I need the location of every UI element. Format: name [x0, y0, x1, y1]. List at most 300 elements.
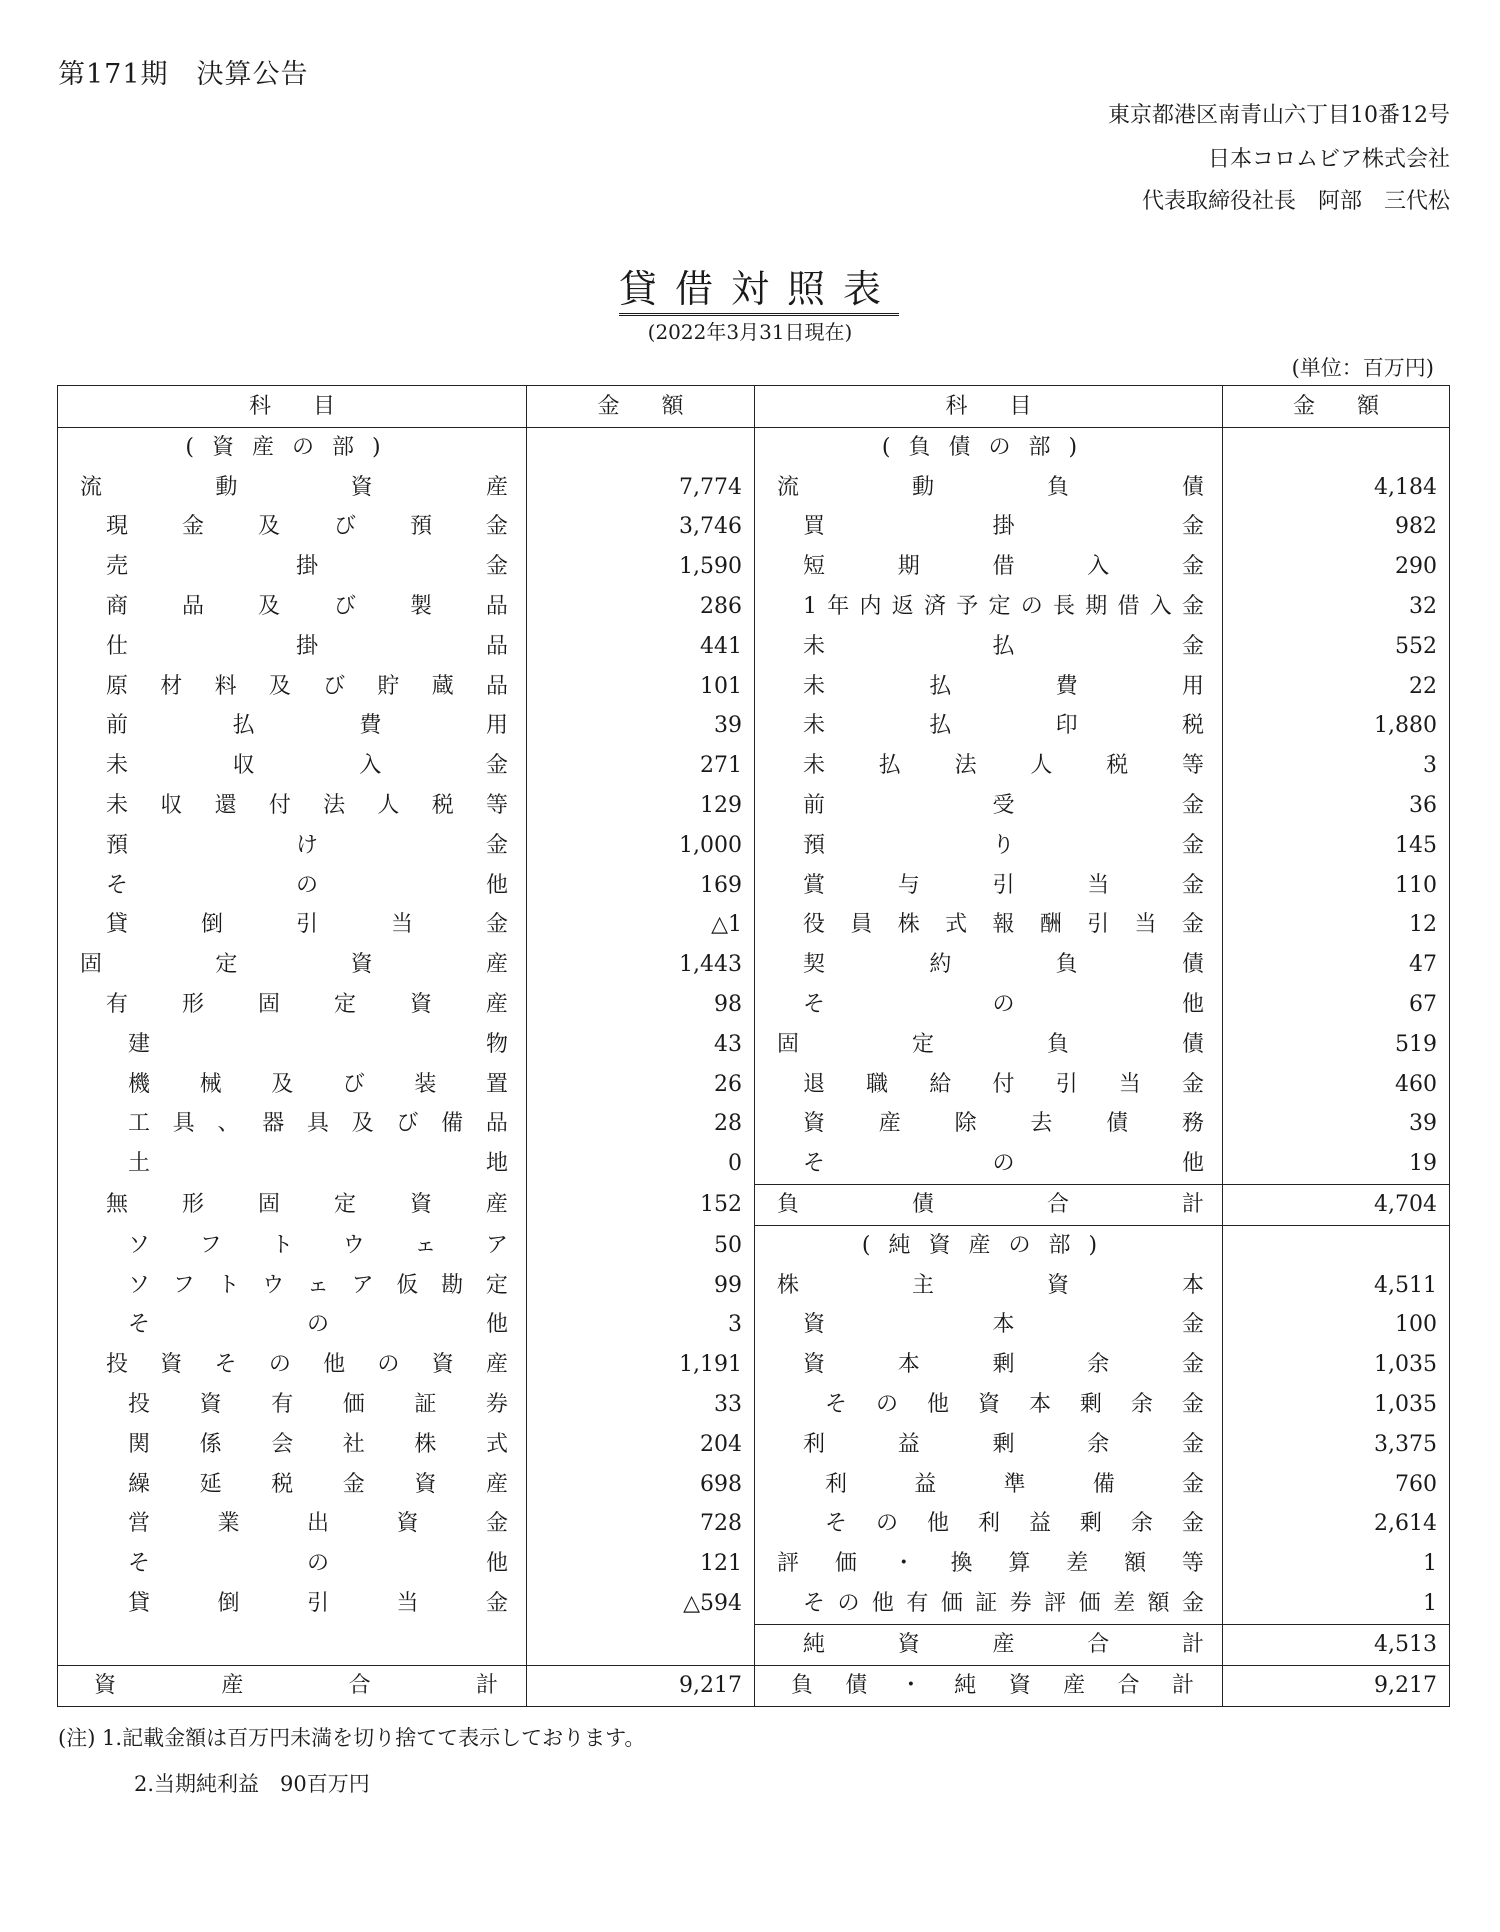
label-char: 計 [1171, 1672, 1194, 1698]
label-char: 利 [977, 1511, 1000, 1537]
assets-item-cell [58, 826, 527, 866]
label-char: 貯 [377, 673, 400, 699]
label-char: 金 [1181, 633, 1204, 659]
label-char: フ [172, 1272, 195, 1298]
assets-amount: 98 [527, 985, 755, 1025]
total-assets-amount: 9,217 [527, 1665, 755, 1706]
table-row [58, 1266, 1450, 1306]
table-row [58, 945, 1450, 985]
liabilities-amount: 3,375 [1223, 1425, 1450, 1465]
label-char: 債 [1181, 952, 1204, 978]
label-char: 定 [988, 594, 1011, 620]
label-char: 置 [485, 1071, 508, 1097]
liabilities-item-label [755, 994, 1222, 1016]
label-char: 金 [1181, 1591, 1204, 1616]
label-char: 材 [160, 673, 183, 699]
label-char: 報 [992, 912, 1015, 938]
label-char: 出 [306, 1511, 329, 1537]
label-char: 金 [1181, 1431, 1204, 1457]
assets-item-label [58, 1314, 526, 1336]
label-char: 産 [485, 1192, 508, 1218]
label-char: 余 [1130, 1511, 1153, 1537]
label-char: 合 [1087, 1631, 1110, 1657]
total-assets-label [58, 1672, 526, 1698]
label-char: そ [803, 1151, 826, 1177]
label-char: 貸 [128, 1591, 151, 1617]
liabilities-item-label [755, 755, 1222, 777]
label-char: の [992, 992, 1015, 1018]
liabilities-item-label [755, 633, 1222, 659]
label-char: 証 [975, 1591, 998, 1616]
table-row [58, 1345, 1450, 1385]
label-char: 資 [897, 1631, 920, 1657]
label-char: 及 [257, 594, 280, 620]
label-char: び [333, 594, 356, 620]
label-char: 証 [414, 1392, 437, 1418]
assets-amount: 286 [527, 587, 755, 627]
liabilities-item-label [755, 832, 1222, 858]
label-char: 余 [1087, 1431, 1110, 1457]
label-char: 仕 [106, 633, 129, 659]
label-char: 売 [106, 554, 129, 580]
label-char: 約 [929, 952, 952, 978]
table-total-row [58, 1665, 1450, 1706]
table-row [58, 1624, 1450, 1665]
assets-item-label [58, 715, 526, 737]
liabilities-item-cell [755, 866, 1223, 906]
liabilities-item-label [755, 1031, 1222, 1057]
liabilities-item-cell [755, 1345, 1223, 1385]
label-char: 掛 [295, 633, 318, 659]
label-char: 他 [926, 1392, 949, 1418]
label-char: 剰 [992, 1431, 1015, 1457]
liabilities-amount: 100 [1223, 1306, 1450, 1346]
assets-item-cell [58, 1266, 527, 1306]
label-char: 他 [871, 1591, 894, 1616]
label-char: 他 [485, 1551, 508, 1577]
label-char: 引 [992, 872, 1015, 898]
label-char: 当 [390, 912, 413, 938]
label-char: そ [825, 1392, 848, 1418]
label-char: 負 [1046, 474, 1069, 500]
label-char: 換 [950, 1551, 973, 1577]
assets-item-cell [58, 746, 527, 786]
assets-item-cell [58, 1385, 527, 1425]
label-char: 差 [1113, 1591, 1136, 1616]
assets-item-cell [58, 1105, 527, 1145]
label-char: 本 [1028, 1392, 1051, 1418]
label-char: 倒 [200, 912, 223, 938]
table-row [58, 1505, 1450, 1545]
label-char: 品 [485, 1111, 508, 1137]
table-row [58, 1425, 1450, 1465]
label-char: 資 [1008, 1672, 1031, 1698]
document-title [0, 258, 1500, 313]
label-char: 内 [859, 594, 882, 620]
assets-item-label [58, 633, 526, 659]
label-char: 前 [106, 713, 129, 739]
company-name: 日本コロムビア株式会社 [1207, 147, 1450, 172]
assets-amount: 698 [527, 1465, 755, 1505]
assets-amount: 1,443 [527, 945, 755, 985]
label-char: 金 [485, 753, 508, 779]
liabilities-amount: 39 [1223, 1105, 1450, 1145]
label-char: の [1020, 594, 1043, 620]
label-char: そ [803, 992, 826, 1018]
label-char: 未 [803, 713, 826, 739]
header-assets-item: 科目 [58, 386, 527, 428]
liabilities-item-cell [755, 746, 1223, 786]
assets-item-label [58, 832, 526, 858]
assets-item-cell [58, 1624, 527, 1665]
liabilities-amount: 47 [1223, 945, 1450, 985]
label-char: 債 [1181, 474, 1204, 500]
label-char: 入 [1087, 554, 1110, 580]
assets-item-cell [58, 1225, 527, 1265]
table-row [58, 1306, 1450, 1346]
label-char: 金 [1181, 912, 1204, 938]
assets-item-cell [58, 906, 527, 946]
label-char: 法 [323, 793, 346, 819]
label-char: 器 [262, 1111, 285, 1137]
liabilities-amount: 1,035 [1223, 1345, 1450, 1385]
label-char: 員 [850, 912, 873, 938]
label-char: 貸 [106, 912, 129, 938]
assets-item-label [58, 1153, 526, 1175]
label-char: 算 [1008, 1551, 1031, 1577]
unit-label: (単位：百万円) [1291, 356, 1434, 380]
liabilities-amount: 110 [1223, 866, 1450, 906]
liabilities-item-cell [755, 1105, 1223, 1145]
label-char: 収 [160, 793, 183, 819]
label-char: 価 [940, 1591, 963, 1616]
label-char: 金 [485, 912, 508, 938]
label-char: 利 [803, 1431, 826, 1457]
liabilities-item-cell [755, 667, 1223, 707]
assets-amount [527, 428, 755, 468]
table-header-row [58, 386, 1450, 428]
table-row [58, 866, 1450, 906]
label-char: 資 [803, 1352, 826, 1378]
label-char: の [268, 1352, 291, 1378]
label-char: 計 [1181, 1631, 1204, 1657]
assets-item-cell [58, 428, 527, 468]
label-char: 土 [128, 1151, 151, 1177]
label-char: 金 [485, 554, 508, 580]
label-char: 去 [1030, 1111, 1053, 1137]
assets-item-label [58, 1431, 526, 1457]
table-row [58, 707, 1450, 747]
assets-item-cell [58, 866, 527, 906]
label-char: 等 [1181, 1551, 1204, 1577]
label-char: 買 [803, 514, 826, 540]
label-char: 与 [897, 872, 920, 898]
liabilities-amount: 1 [1223, 1584, 1450, 1624]
label-char: 返 [891, 594, 914, 620]
label-char: 及 [271, 1071, 294, 1097]
label-char: 株 [777, 1272, 800, 1298]
assets-amount: 1,590 [527, 547, 755, 587]
label-char: そ [803, 1591, 826, 1616]
document-title-text: 貸借対照表 [619, 267, 899, 316]
liabilities-amount: 4,513 [1223, 1624, 1450, 1665]
assets-amount: 0 [527, 1144, 755, 1184]
label-char: 備 [1092, 1471, 1115, 1497]
label-char: 工 [128, 1111, 151, 1137]
label-char: 金 [342, 1471, 365, 1497]
label-char: の [837, 1591, 860, 1616]
label-char: 投 [106, 1352, 129, 1378]
label-char: 装 [414, 1071, 437, 1097]
label-char: 資 [160, 1352, 183, 1378]
label-char: 税 [1106, 753, 1129, 779]
label-char: 価 [342, 1392, 365, 1418]
table-row [58, 1105, 1450, 1145]
label-char: 産 [485, 1471, 508, 1497]
label-char: 勘 [441, 1272, 464, 1298]
assets-item-cell [58, 985, 527, 1025]
liabilities-item-label [755, 556, 1222, 578]
assets-item-cell [58, 1144, 527, 1184]
liabilities-item-label [755, 1314, 1222, 1336]
assets-amount: 204 [527, 1425, 755, 1465]
label-char: 掛 [992, 514, 1015, 540]
liabilities-amount: 1,035 [1223, 1385, 1450, 1425]
label-char: 負 [1046, 1031, 1069, 1057]
label-char: の [306, 1312, 329, 1338]
label-char: 除 [954, 1111, 977, 1137]
label-char: 引 [306, 1591, 329, 1617]
label-char: 賞 [803, 872, 826, 898]
label-char: の [377, 1352, 400, 1378]
label-char: 資 [977, 1392, 1000, 1418]
assets-item-label [58, 1593, 526, 1615]
label-char: ソ [128, 1272, 151, 1298]
liabilities-item-label [755, 673, 1222, 699]
label-char: 引 [295, 912, 318, 938]
assets-item-label [58, 795, 526, 817]
table-row [58, 826, 1450, 866]
label-char: 負 [1055, 952, 1078, 978]
label-char: ウ [342, 1232, 365, 1258]
label-char: 産 [878, 1111, 901, 1137]
label-char: 形 [181, 992, 204, 1018]
header-liabilities-amount: 金額 [1223, 386, 1450, 428]
label-char: 税 [1181, 713, 1204, 739]
liabilities-amount: 982 [1223, 508, 1450, 548]
table-row [58, 428, 1450, 468]
label-char: 金 [1181, 1392, 1204, 1418]
liabilities-item-cell [755, 1144, 1223, 1184]
liabilities-item-cell [755, 508, 1223, 548]
label-char: 形 [181, 1192, 204, 1218]
label-char: 仮 [396, 1272, 419, 1298]
label-char: 予 [956, 594, 979, 620]
liabilities-item-label [755, 1272, 1222, 1298]
label-char: ソ [128, 1232, 151, 1258]
label-char: 金 [1181, 1471, 1204, 1497]
label-char: 額 [1147, 1591, 1170, 1616]
table-row [58, 508, 1450, 548]
label-char: 金 [1181, 514, 1204, 540]
liabilities-item-label [755, 1553, 1222, 1575]
label-char: 倒 [217, 1591, 240, 1617]
liabilities-amount: 290 [1223, 547, 1450, 587]
label-char: 酬 [1039, 912, 1062, 938]
label-char: 掛 [295, 554, 318, 580]
label-char: ・ [892, 1551, 915, 1577]
assets-item-cell [58, 1185, 527, 1226]
label-char: 契 [803, 952, 826, 978]
label-char: 済 [923, 594, 946, 620]
label-char: 会 [271, 1431, 294, 1457]
label-char: 無 [106, 1192, 129, 1218]
label-char: 産 [992, 1631, 1015, 1657]
label-char: 産 [485, 952, 508, 978]
as-of-date: (2022年3月31日現在) [647, 320, 853, 344]
label-char: 当 [1118, 1071, 1141, 1097]
label-char: 準 [1003, 1471, 1026, 1497]
assets-amount: 26 [527, 1065, 755, 1105]
table-row [58, 1185, 1450, 1226]
label-char: 払 [878, 753, 901, 779]
label-char: 未 [106, 753, 129, 779]
label-char: 備 [441, 1111, 464, 1137]
label-char: 金 [1181, 1312, 1204, 1338]
label-char: 資 [414, 1471, 437, 1497]
label-char: 負 [777, 1192, 800, 1218]
liabilities-amount: 12 [1223, 906, 1450, 946]
label-char: 株 [414, 1431, 437, 1457]
liabilities-amount: 2,614 [1223, 1505, 1450, 1545]
label-char: 資 [94, 1672, 117, 1698]
representative-name: 代表取締役社長 阿部 三代松 [1141, 189, 1450, 214]
assets-amount: 152 [527, 1185, 755, 1226]
liabilities-item-cell [755, 985, 1223, 1025]
assets-item-cell [58, 547, 527, 587]
table-row [58, 1144, 1450, 1184]
liabilities-amount: 760 [1223, 1465, 1450, 1505]
label-char: 定 [911, 1031, 934, 1057]
label-char: 製 [409, 594, 432, 620]
label-char: 他 [485, 872, 508, 898]
liabilities-amount: 3 [1223, 746, 1450, 786]
label-char: 資 [431, 1352, 454, 1378]
label-char: 債 [911, 1192, 934, 1218]
liabilities-item-cell [755, 1385, 1223, 1425]
label-char: ト [271, 1232, 294, 1258]
assets-item-cell [58, 1584, 527, 1624]
label-char: 料 [214, 673, 237, 699]
label-char: 金 [1181, 793, 1204, 819]
label-char: 計 [475, 1672, 498, 1698]
assets-item-label [58, 1394, 526, 1416]
label-char: 原 [106, 673, 129, 699]
label-char: 動 [215, 474, 238, 500]
label-char: 流 [80, 474, 103, 500]
label-char: 受 [992, 793, 1015, 819]
label-char: 余 [1087, 1352, 1110, 1378]
table-row [58, 906, 1450, 946]
label-char: 益 [914, 1471, 937, 1497]
assets-item-cell [58, 508, 527, 548]
label-char: 産 [485, 992, 508, 1018]
liabilities-amount: 145 [1223, 826, 1450, 866]
label-char: 未 [803, 753, 826, 779]
label-char: 金 [485, 1511, 508, 1537]
label-char: 蔵 [431, 673, 454, 699]
label-char: 当 [1087, 872, 1110, 898]
assets-item-label [58, 872, 526, 898]
liabilities-amount [1223, 1225, 1450, 1265]
label-char: 及 [257, 514, 280, 540]
label-char: 券 [485, 1392, 508, 1418]
liabilities-amount: 67 [1223, 985, 1450, 1025]
label-char: 人 [377, 793, 400, 819]
label-char: 資 [199, 1392, 222, 1418]
label-char: 付 [268, 793, 291, 819]
label-char: 印 [1055, 713, 1078, 739]
label-char: け [295, 832, 318, 858]
liabilities-amount: 1 [1223, 1544, 1450, 1584]
label-char: 費 [359, 713, 382, 739]
liabilities-item-label [755, 954, 1222, 976]
liabilities-item-cell [755, 1465, 1223, 1505]
assets-item-cell [58, 1544, 527, 1584]
assets-item-label [58, 1071, 526, 1097]
assets-amount: 1,191 [527, 1345, 755, 1385]
label-char: 評 [1044, 1591, 1067, 1616]
liabilities-item-cell [755, 1544, 1223, 1584]
assets-item-cell [58, 1065, 527, 1105]
label-char: 未 [803, 633, 826, 659]
assets-amount: 3,746 [527, 508, 755, 548]
label-char: 借 [1117, 594, 1140, 620]
table-row [58, 786, 1450, 826]
label-char: 式 [945, 912, 968, 938]
label-char: 他 [323, 1352, 346, 1378]
label-char: 価 [1078, 1591, 1101, 1616]
liabilities-amount: 519 [1223, 1025, 1450, 1065]
label-char: 定 [333, 1192, 356, 1218]
label-char: 商 [106, 594, 129, 620]
label-char: 固 [257, 992, 280, 1018]
total-assets-label-cell [58, 1665, 527, 1706]
label-char: 引 [1087, 912, 1110, 938]
assets-amount: 441 [527, 627, 755, 667]
label-char: 額 [1124, 1551, 1147, 1577]
assets-item-cell [58, 786, 527, 826]
liabilities-item-label [755, 715, 1222, 737]
assets-amount: 121 [527, 1544, 755, 1584]
liabilities-item-cell [755, 786, 1223, 826]
assets-amount: △1 [527, 906, 755, 946]
liabilities-item-cell [755, 945, 1223, 985]
balance-sheet-body [58, 428, 1450, 1666]
label-char: 式 [485, 1431, 508, 1457]
liabilities-item-label [755, 1513, 1222, 1535]
label-char: 負 [791, 1672, 814, 1698]
label-char: 資 [409, 1192, 432, 1218]
label-char: 固 [777, 1031, 800, 1057]
assets-item-label [58, 474, 526, 500]
label-char: 払 [992, 633, 1015, 659]
liabilities-item-cell [755, 1584, 1223, 1624]
assets-item-label [58, 1471, 526, 1497]
table-row [58, 1544, 1450, 1584]
total-liabilities-equity-label-cell [755, 1665, 1223, 1706]
assets-item-label [58, 556, 526, 578]
